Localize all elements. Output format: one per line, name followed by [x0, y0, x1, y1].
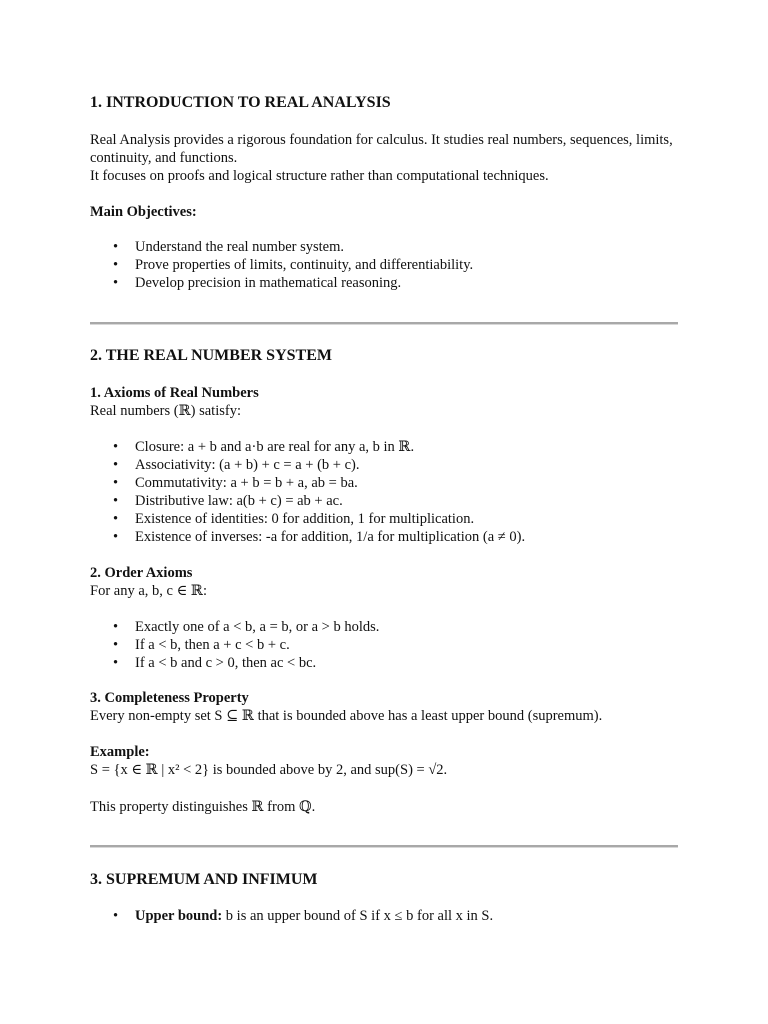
list-item: • Commutativity: a + b = b + a, ab = ba. — [90, 474, 680, 492]
list-item: • Develop precision in mathematical reasoning. — [90, 274, 680, 292]
section-1-heading: 1. INTRODUCTION TO REAL ANALYSIS — [90, 94, 391, 111]
axioms-title: 1. Axioms of Real Numbers — [90, 385, 259, 401]
order-axioms-block — [90, 564, 680, 600]
supremum-list — [90, 907, 680, 925]
list-item: • If a < b, then a + c < b + c. — [90, 636, 680, 654]
list-item: • Existence of identities: 0 for addition, 1 for multiplication. — [90, 510, 680, 528]
horizontal-rule — [90, 845, 678, 848]
list-item: • Associativity: (a + b) + c = a + (b + c). — [90, 456, 680, 474]
list-item: • Existence of inverses: -a for addition, 1/a for multiplication (a ≠ 0). — [90, 528, 680, 546]
example-block — [90, 743, 680, 779]
distinguish-text: This property distinguishes ℝ from ℚ. — [90, 799, 316, 815]
intro-paragraph-line-2: It focuses on proofs and logical structure rather than computational techniques. — [90, 168, 549, 184]
example-label: Example: — [90, 744, 150, 760]
axioms-list — [90, 438, 680, 546]
intro-paragraph-line-1: Real Analysis provides a rigorous foundation for calculus. It studies real numbers, sequences, limits, continuity, and functions. — [90, 132, 673, 166]
list-item — [90, 907, 680, 925]
completeness-block — [90, 689, 680, 725]
objectives-label: Main Objectives: — [90, 204, 197, 220]
order-axioms-title: 2. Order Axioms — [90, 565, 193, 581]
example-text: S = {x ∈ ℝ | x² < 2} is bounded above by 2, and sup(S) = √2. — [90, 762, 448, 778]
axioms-intro: Real numbers (ℝ) satisfy: — [90, 403, 241, 419]
section-2-heading: 2. THE REAL NUMBER SYSTEM — [90, 347, 332, 364]
order-axioms-list — [90, 618, 680, 672]
objectives-list — [90, 238, 680, 292]
completeness-title: 3. Completeness Property — [90, 690, 249, 706]
upper-bound-definition: b is an upper bound of S if x ≤ b for all x in S. — [222, 908, 494, 924]
section-3-heading: 3. SUPREMUM AND INFIMUM — [90, 871, 318, 888]
axioms-block — [90, 384, 680, 420]
completeness-text: Every non-empty set S ⊆ ℝ that is bounded above has a least upper bound (supremum). — [90, 708, 603, 724]
list-item: • Prove properties of limits, continuity, and differentiability. — [90, 256, 680, 274]
list-item: • If a < b and c > 0, then ac < bc. — [90, 654, 680, 672]
list-item: • Exactly one of a < b, a = b, or a > b holds. — [90, 618, 680, 636]
list-item: • Distributive law: a(b + c) = ab + ac. — [90, 492, 680, 510]
list-item: • Understand the real number system. — [90, 238, 680, 256]
list-item: • Closure: a + b and a·b are real for any a, b in ℝ. — [90, 438, 680, 456]
upper-bound-term: Upper bound: — [135, 908, 223, 924]
section-1-intro — [90, 131, 680, 185]
order-axioms-intro: For any a, b, c ∈ ℝ: — [90, 583, 208, 599]
horizontal-rule — [90, 322, 678, 325]
